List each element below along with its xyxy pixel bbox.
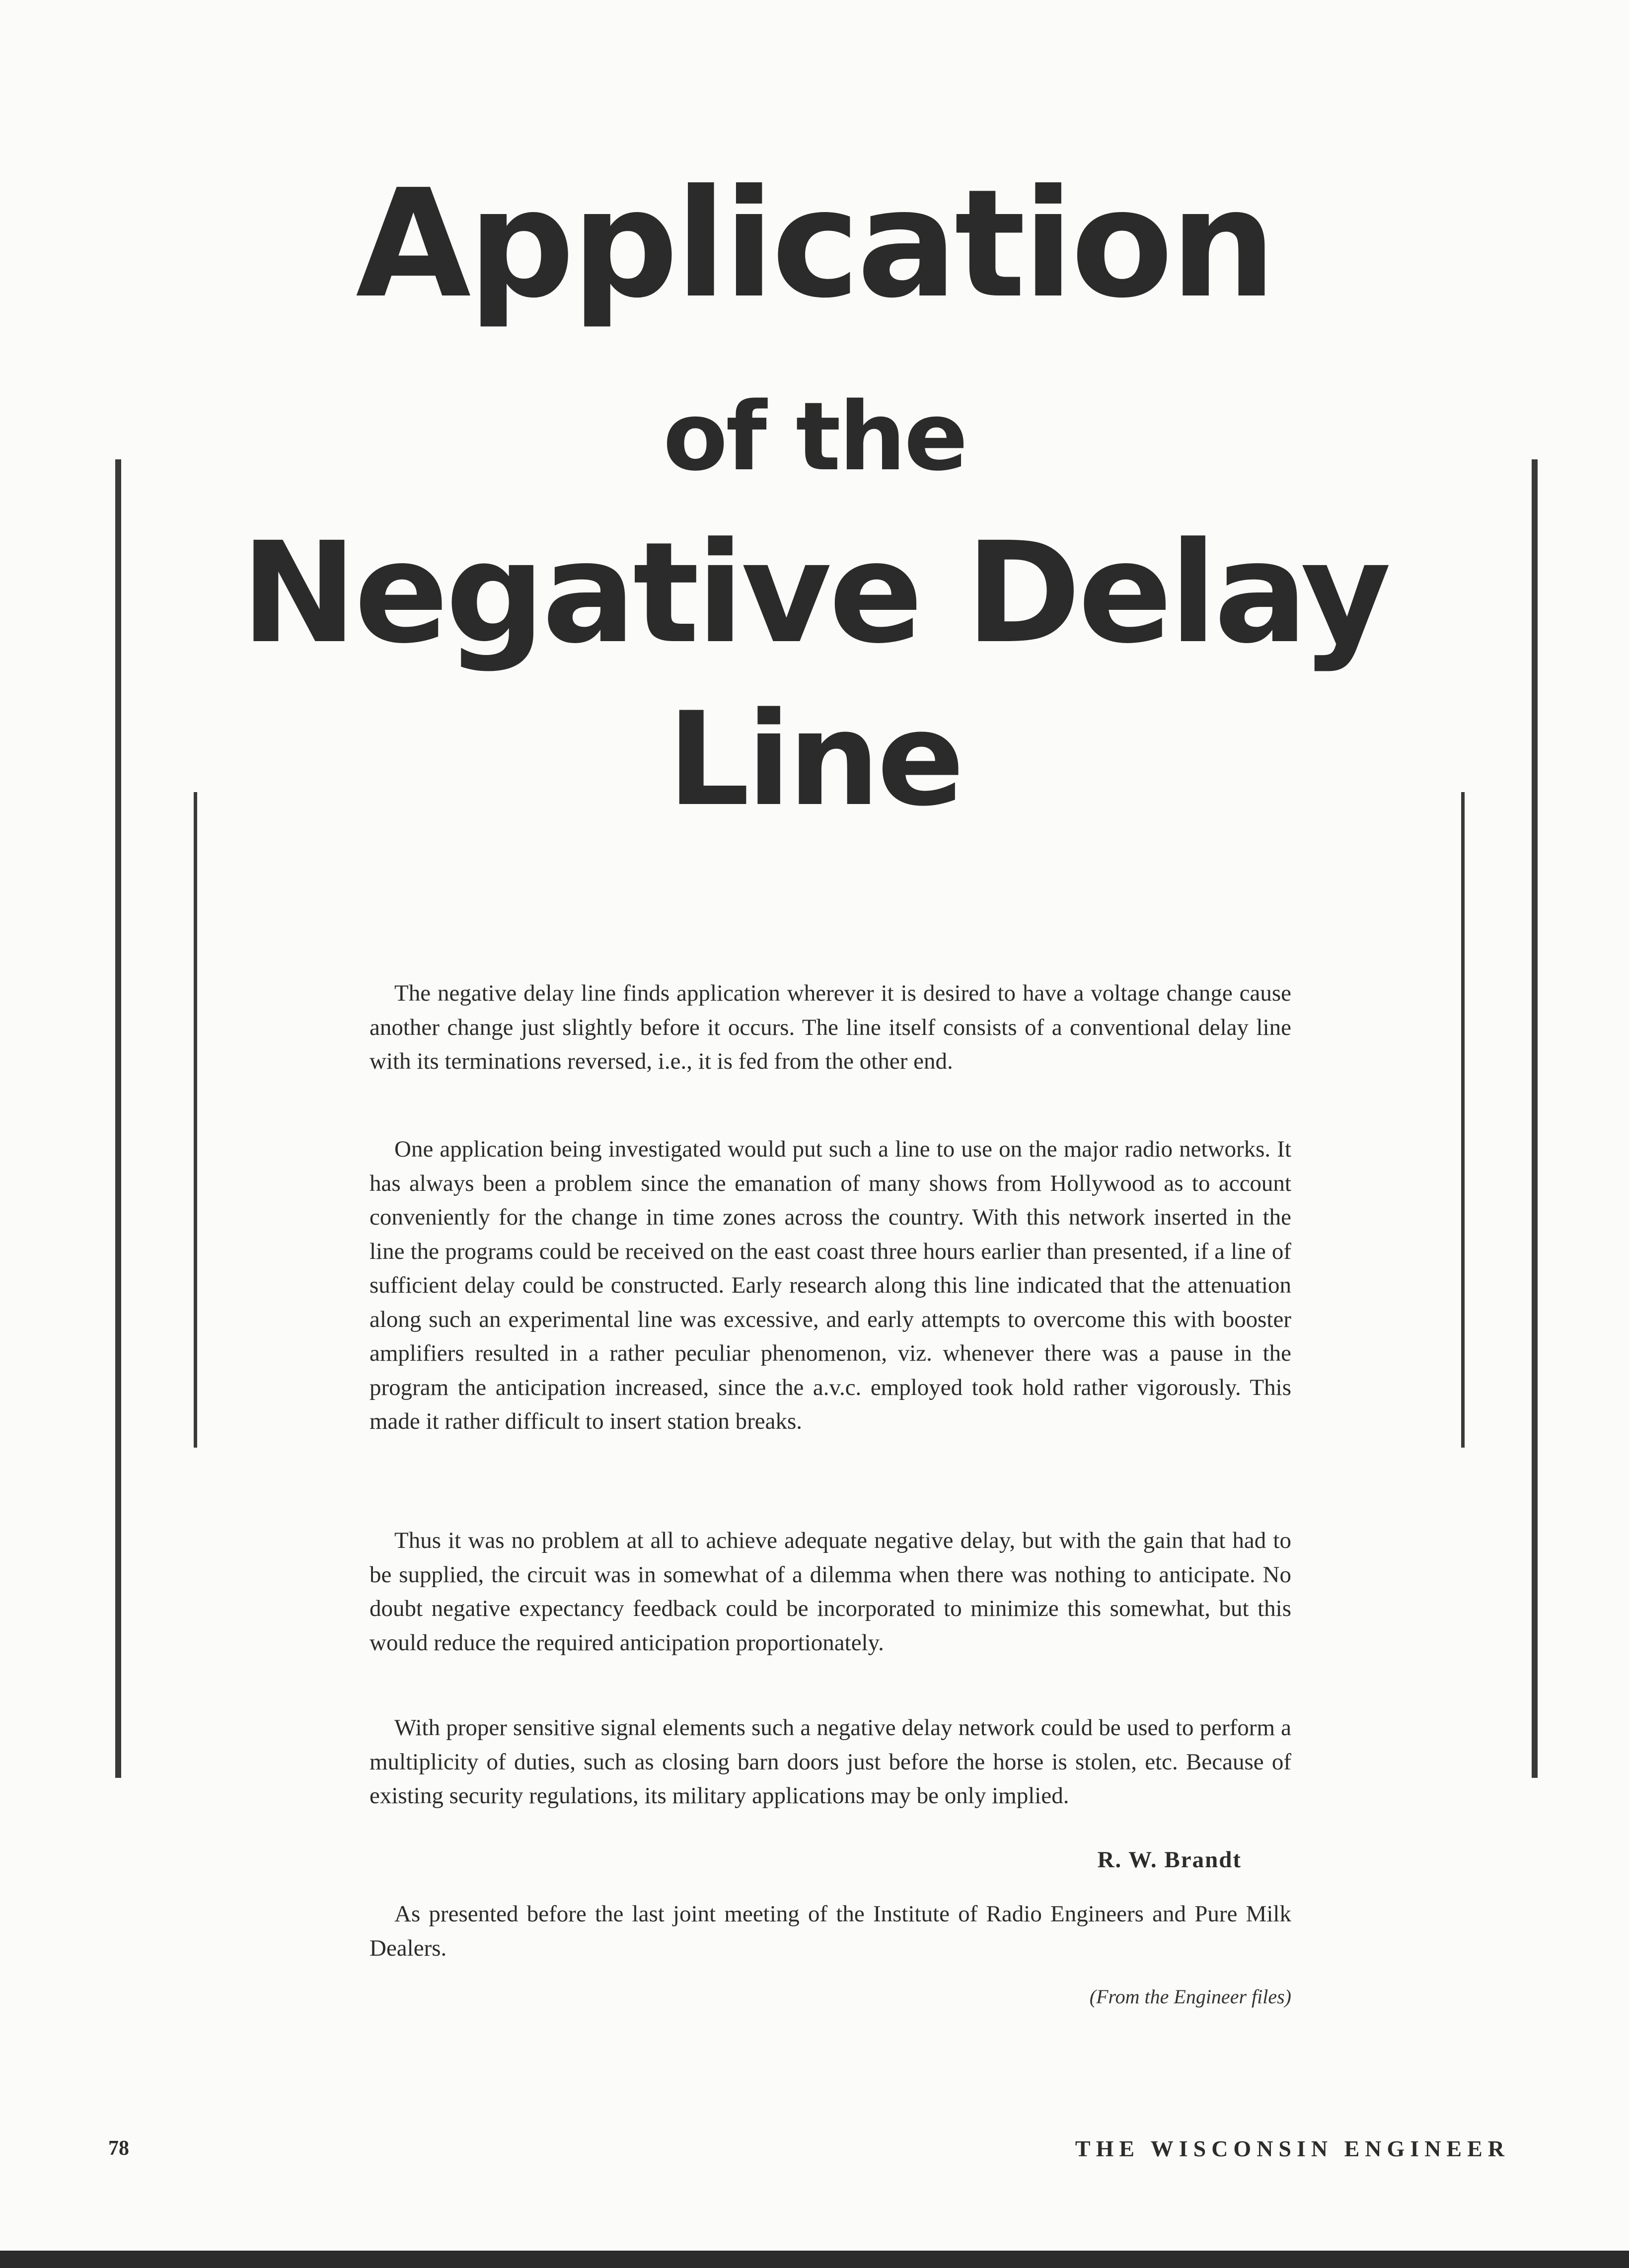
body-paragraph: Thus it was no problem at all to achieve adequate negative delay, but with the gain that had to be supplied, the circuit was in somewhat of a dilemma when there was nothing to anticipate. No doubt negative expectancy feedback could be incorporated to minimize this somewhat, but this would reduce the required anticipation proportionately.	[370, 1528, 1291, 1656]
bottom-edge-band	[0, 2251, 1629, 2268]
presentation-note: As presented before the last joint meeting of the Institute of Radio Engineers and Pure Milk Dealers.	[370, 1901, 1291, 1961]
page-number: 78	[108, 2137, 129, 2160]
body-paragraph: One application being investigated would put such a line to use on the major radio networks. It has always been a problem since the emanation of many shows from Hollywood as to account conveniently for the change in time zones across the country. With this network inserted in the line the programs could be received on the east coast three hours earlier than presented, if a line of sufficient delay could be constructed. Early research along this line indicated that the attenuation along such an experimental line was excessive, and early attempts to overcome this with booster amplifiers resulted in a rather peculiar phenomenon, viz. whenever there was a pause in the program the anticipation increased, since the a.v.c. employed took hold rather vigorously. This made it rather difficult to insert station breaks.	[370, 1136, 1291, 1434]
title-line-4: Line	[667, 685, 962, 835]
title-line-2: of the	[663, 382, 966, 492]
author-byline: R. W. Brandt	[1097, 1847, 1242, 1873]
source-credit: (From the Engineer files)	[1089, 1985, 1291, 2008]
body-paragraph: With proper sensitive signal elements such a negative delay network could be used to perform a multiplicity of duties, such as closing barn doors just before the horse is stolen, etc. Because of existing security regulations, its military applications may be only implied.	[370, 1715, 1291, 1809]
title-line-1: Application	[356, 157, 1273, 331]
right-inner-rule	[1461, 792, 1465, 1448]
left-inner-rule	[194, 792, 197, 1448]
title-line-3: Negative Delay	[240, 512, 1389, 674]
journal-name: THE WISCONSIN ENGINEER	[1075, 2136, 1510, 2161]
body-paragraph: The negative delay line finds application wherever it is desired to have a voltage change cause another change just slightly before it occurs. The line itself consists of a conventional delay line with its terminations reversed, i.e., it is fed from the other end.	[370, 980, 1291, 1074]
